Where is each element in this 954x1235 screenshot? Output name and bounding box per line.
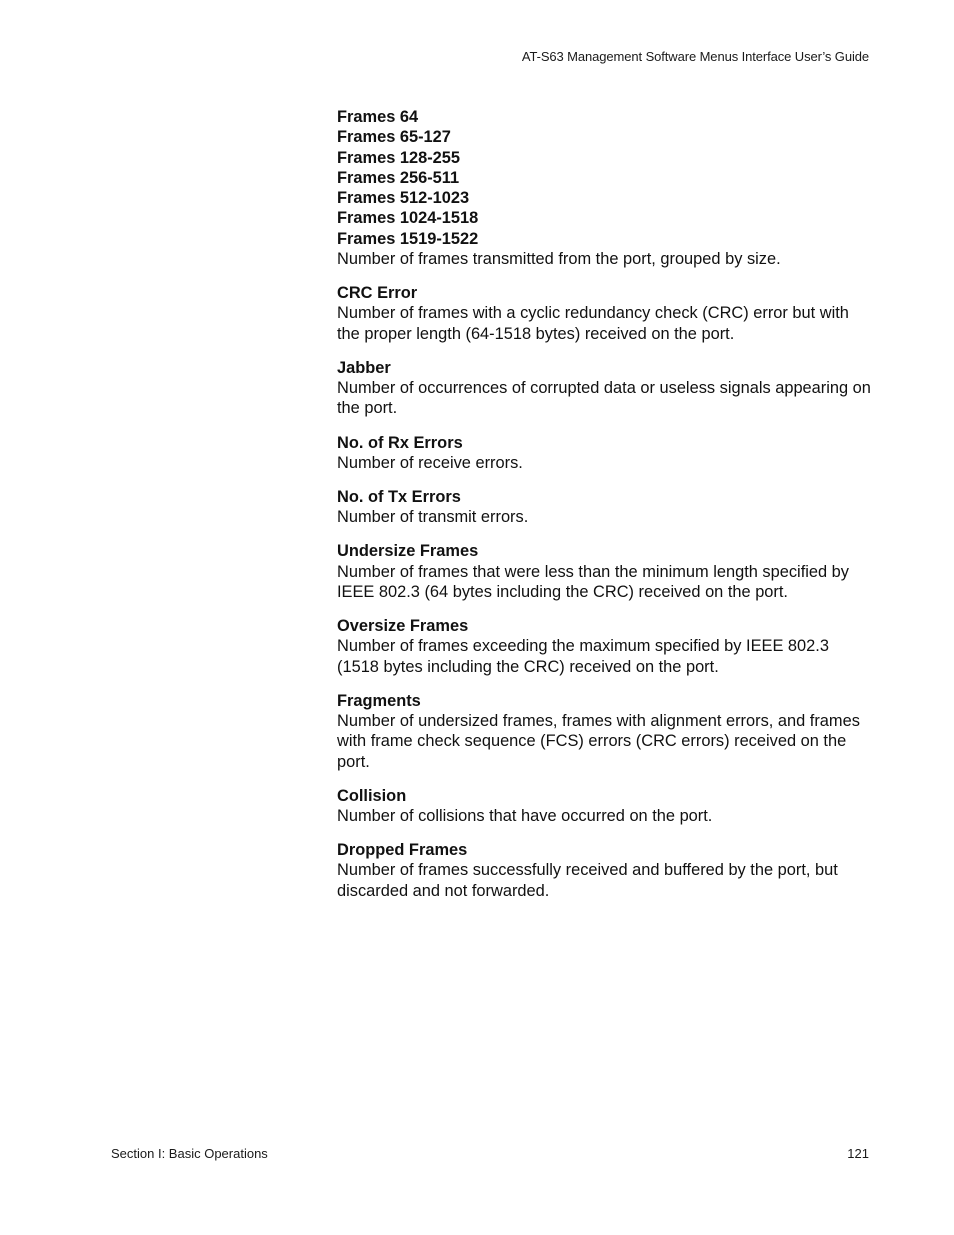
term-frames-256-511: Frames 256-511 xyxy=(337,168,460,187)
crc-error-entry xyxy=(337,283,872,344)
term-dropped-frames: Dropped Frames xyxy=(337,841,468,860)
term-frames-128-255: Frames 128-255 xyxy=(337,148,461,167)
term-jabber: Jabber xyxy=(337,358,391,377)
frames-size-description: Number of frames transmitted from the port, grouped by size. xyxy=(337,250,781,269)
undersize-frames-entry xyxy=(337,541,872,602)
term-tx-errors: No. of Tx Errors xyxy=(337,487,461,506)
collision-description: Number of collisions that have occurred on the port. xyxy=(337,806,713,825)
fragments-entry xyxy=(337,691,872,772)
term-frames-1519-1522: Frames 1519-1522 xyxy=(337,229,479,248)
jabber-entry xyxy=(337,358,872,419)
term-frames-64: Frames 64 xyxy=(337,108,419,126)
rx-errors-entry xyxy=(337,433,872,474)
undersize-frames-description: Number of frames that were less than the minimum length specified by IEEE 802.3 (64 bytes including the CRC) received on the port. xyxy=(337,562,849,601)
term-fragments: Fragments xyxy=(337,691,421,710)
term-frames-1024-1518: Frames 1024-1518 xyxy=(337,209,479,228)
page-footer xyxy=(111,1146,869,1161)
statistics-definitions xyxy=(337,107,872,915)
page-number: 121 xyxy=(847,1146,869,1161)
dropped-frames-description: Number of frames successfully received and buffered by the port, but discarded and not forwarded. xyxy=(337,861,838,900)
term-crc-error: CRC Error xyxy=(337,284,418,303)
term-undersize-frames: Undersize Frames xyxy=(337,542,479,561)
jabber-description: Number of occurrences of corrupted data or useless signals appearing on the port. xyxy=(337,379,871,418)
term-oversize-frames: Oversize Frames xyxy=(337,617,469,636)
tx-errors-entry xyxy=(337,487,872,528)
oversize-frames-entry xyxy=(337,616,872,677)
tx-errors-description: Number of transmit errors. xyxy=(337,508,529,527)
fragments-description: Number of undersized frames, frames with alignment errors, and frames with frame check sequence (FCS) errors (CRC errors) received on the port. xyxy=(337,712,860,771)
rx-errors-description: Number of receive errors. xyxy=(337,453,523,472)
term-frames-65-127: Frames 65-127 xyxy=(337,128,451,147)
running-header: AT-S63 Management Software Menus Interface User’s Guide xyxy=(521,49,869,64)
dropped-frames-entry xyxy=(337,840,872,901)
crc-error-description: Number of frames with a cyclic redundancy check (CRC) error but with the proper length (64-1518 bytes) received on the port. xyxy=(337,304,849,343)
oversize-frames-description: Number of frames exceeding the maximum specified by IEEE 802.3 (1518 bytes including the CRC) received on the port. xyxy=(337,637,829,676)
term-collision: Collision xyxy=(337,786,407,805)
term-frames-512-1023: Frames 512-1023 xyxy=(337,189,470,208)
collision-entry xyxy=(337,786,872,827)
footer-section: Section I: Basic Operations xyxy=(111,1146,268,1161)
frames-size-entry xyxy=(337,107,872,269)
term-rx-errors: No. of Rx Errors xyxy=(337,433,463,452)
